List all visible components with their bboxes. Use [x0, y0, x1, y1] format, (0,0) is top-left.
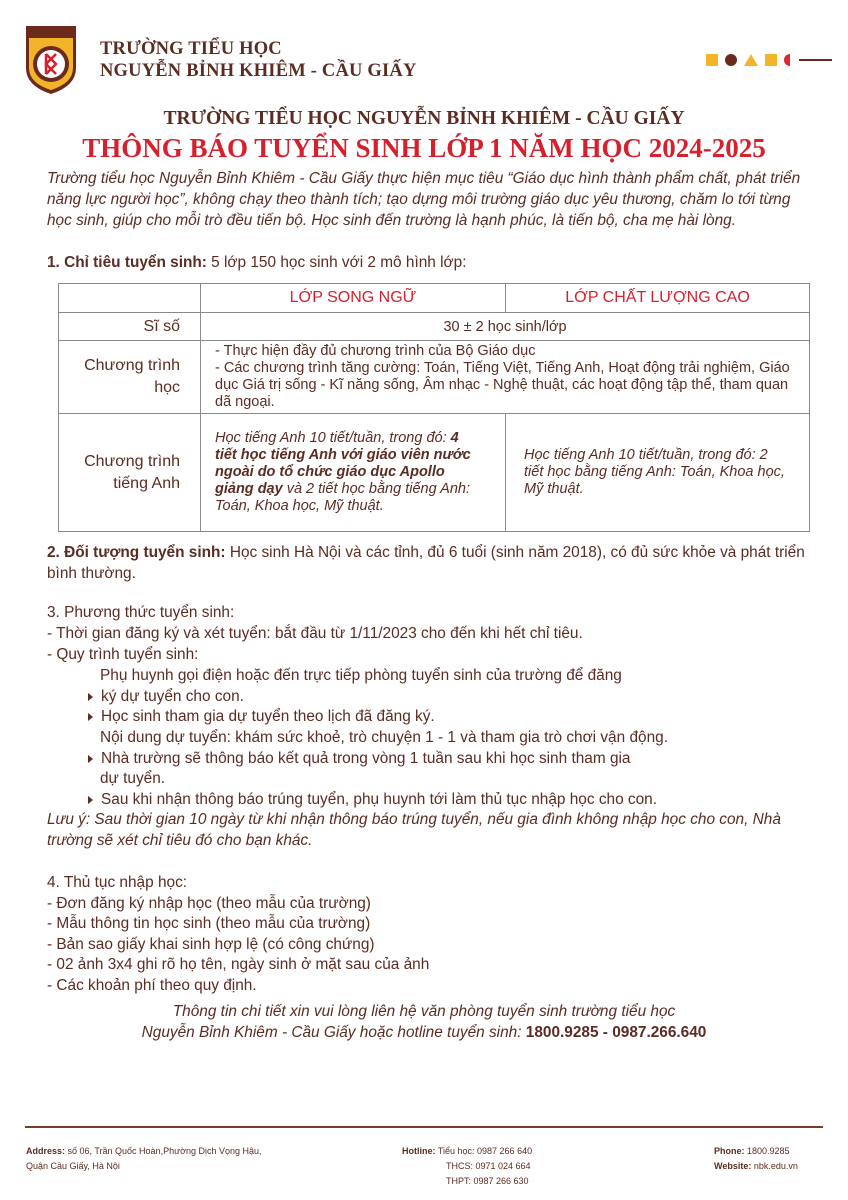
- section-1-text: 5 lớp 150 học sinh với 2 mô hình lớp:: [206, 254, 467, 271]
- process-heading: - Quy trình tuyển sinh:: [47, 646, 199, 663]
- list-item: - Đơn đăng ký nhập học (theo mẫu của trường): [47, 894, 371, 912]
- process-step-note: Nội dung dự tuyển: khám sức khoẻ, trò chuyện 1 - 1 và tham gia trò chơi vận động.: [100, 729, 668, 746]
- footer-contact: [714, 1144, 798, 1174]
- text: ký dự tuyển cho con.: [101, 688, 244, 705]
- closing-line: Nguyễn Bỉnh Khiêm - Cầu Giấy hoặc hotline tuyển sinh:: [141, 1023, 526, 1041]
- list-item: - Mẫu thông tin học sinh (theo mẫu của trường): [47, 915, 371, 932]
- bullet-icon: [88, 796, 93, 804]
- hotline: 1800.9285 - 0987.266.640: [525, 1023, 707, 1041]
- circle-icon: [725, 54, 737, 66]
- divider-line: [799, 59, 832, 61]
- english-high-quality: Học tiếng Anh 10 tiết/tuần, trong đó: 2 tiết học bằng tiếng Anh: Toán, Khoa học, Mỹ thuật.: [506, 414, 810, 532]
- row-label: Chương trình học: [59, 341, 201, 414]
- intro-paragraph: Trường tiểu học Nguyễn Bỉnh Khiêm - Cầu Giấy thực hiện mục tiêu “Giáo dục hình thành phẩm chất, phát triển năng lực người học”, không chạy theo thành tích; tạo dựng môi trường giáo dục yêu thương, chăm lo tới từng học sinh, giúp cho mỗi trò đều tiến bộ. Học sinh đến trường là hạnh phúc, là tiến bộ, cha mẹ hài lòng.: [47, 170, 801, 229]
- label: Hotline:: [402, 1146, 436, 1156]
- triangle-icon: [744, 54, 758, 66]
- process-step: [88, 789, 657, 810]
- phone: 1800.9285: [744, 1146, 790, 1156]
- english-bilingual: [201, 414, 506, 532]
- page-title: THÔNG BÁO TUYỂN SINH LỚP 1 NĂM HỌC 2024-2025: [82, 133, 766, 163]
- text: và 2 tiết học bằng tiếng Anh: Toán, Khoa học, Mỹ thuật.: [215, 481, 470, 514]
- col-high-quality: LỚP CHẤT LƯỢNG CAO: [506, 284, 810, 313]
- table-row: [59, 341, 810, 414]
- process-step: Phụ huynh gọi điện hoặc đến trực tiếp phòng tuyển sinh của trường để đăng: [100, 667, 622, 684]
- address: Quận Cầu Giấy, Hà Nội: [26, 1161, 120, 1171]
- section-4: [47, 873, 429, 996]
- square-icon: [706, 54, 718, 66]
- process-step: [88, 706, 435, 727]
- closing: [0, 1002, 848, 1043]
- table-header-row: [59, 284, 810, 313]
- process-step: [88, 686, 244, 707]
- program-cell: [201, 341, 810, 414]
- process-step: [88, 748, 630, 769]
- table-corner: [59, 284, 201, 313]
- section-4-heading: 4. Thủ tục nhập học:: [47, 874, 188, 891]
- section-2-text: Học sinh Hà Nội và các tỉnh, đủ 6 tuổi (sinh năm 2018), có đủ sức khỏe và phát triển bình thường.: [47, 544, 805, 582]
- label: Phone:: [714, 1146, 745, 1156]
- section-3-heading: 3. Phương thức tuyển sinh:: [47, 604, 235, 621]
- half-circle-icon: [784, 54, 790, 66]
- text: Học sinh tham gia dự tuyển theo lịch đã đăng ký.: [101, 708, 435, 725]
- section-3: [47, 602, 827, 862]
- class-size: 30 ± 2 học sinh/lớp: [201, 313, 810, 341]
- list-item: - Các khoản phí theo quy định.: [47, 976, 257, 994]
- section-2: [47, 542, 817, 584]
- school-name-line2: NGUYỄN BỈNH KHIÊM - CẦU GIẤY: [100, 61, 417, 81]
- footer-address: [26, 1144, 262, 1174]
- process-step: dự tuyển.: [100, 770, 166, 787]
- text-bold: 4 tiết học tiếng Anh với giáo viên nước ngoài do tổ chức giáo dục Apollo giảng dạy: [215, 430, 471, 497]
- website-link[interactable]: nbk.edu.vn: [751, 1161, 798, 1171]
- section-1: [47, 252, 466, 273]
- address: số 06, Trần Quốc Hoàn,Phường Dịch Vọng Hậu,: [65, 1146, 262, 1156]
- school-heading: TRƯỜNG TIỂU HỌC NGUYỄN BỈNH KHIÊM - CẦU GIẤY: [163, 108, 685, 129]
- bullet-icon: [88, 755, 93, 763]
- square-icon: [765, 54, 777, 66]
- footer-divider: [25, 1126, 823, 1128]
- col-bilingual: LỚP SONG NGỮ: [201, 284, 506, 313]
- program-line: - Các chương trình tăng cường: Toán, Tiếng Việt, Tiếng Anh, Hoạt động trải nghiệm, Giáo dục Giá trị sống - Kĩ năng sống, Âm nhạc - Nghệ thuật, các hoạt động tập thể, tham quan dã ngoại.: [215, 360, 790, 410]
- bullet-icon: [88, 693, 93, 701]
- hotline-number: Tiểu học: 0987 266 640: [435, 1146, 533, 1156]
- school-name-line1: TRƯỜNG TIỂU HỌC: [100, 39, 282, 59]
- list-item: - 02 ảnh 3x4 ghi rõ họ tên, ngày sinh ở mặt sau của ảnh: [47, 956, 430, 973]
- table-row: [59, 414, 810, 532]
- decorative-shapes: [706, 54, 832, 66]
- hotline-number: THPT: 0987 266 630: [446, 1176, 529, 1186]
- class-model-table: [58, 283, 810, 532]
- list-item: - Bản sao giấy khai sinh hợp lệ (có công chứng): [47, 935, 375, 953]
- closing-line: Thông tin chi tiết xin vui lòng liên hệ văn phòng tuyển sinh trường tiểu học: [172, 1003, 676, 1020]
- table-row: [59, 313, 810, 341]
- section-1-heading: 1. Chỉ tiêu tuyển sinh:: [47, 254, 207, 271]
- hotline-number: THCS: 0971 024 664: [446, 1161, 531, 1171]
- note: Lưu ý: Sau thời gian 10 ngày từ khi nhận thông báo trúng tuyển, nếu gia đình không nhập học cho con, Nhà trường sẽ xét chỉ tiêu đó cho bạn khác.: [47, 811, 781, 849]
- registration-time: - Thời gian đăng ký và xét tuyển: bắt đầu từ 1/11/2023 cho đến khi hết chỉ tiêu.: [47, 625, 583, 642]
- row-label: Sĩ số: [59, 313, 201, 341]
- section-2-heading: 2. Đối tượng tuyển sinh:: [47, 544, 226, 561]
- text: Học tiếng Anh 10 tiết/tuần, trong đó:: [215, 430, 451, 446]
- text: Sau khi nhận thông báo trúng tuyển, phụ huynh tới làm thủ tục nhập học cho con.: [101, 791, 657, 808]
- school-logo: [24, 24, 78, 96]
- bullet-icon: [88, 713, 93, 721]
- label: Website:: [714, 1161, 752, 1171]
- text: Nhà trường sẽ thông báo kết quả trong vòng 1 tuần sau khi học sinh tham gia: [101, 750, 631, 767]
- row-label: Chương trình tiếng Anh: [59, 414, 201, 532]
- label: Address:: [26, 1146, 66, 1156]
- footer-hotline: [402, 1144, 532, 1189]
- program-line: - Thực hiện đầy đủ chương trình của Bộ Giáo dục: [215, 343, 536, 359]
